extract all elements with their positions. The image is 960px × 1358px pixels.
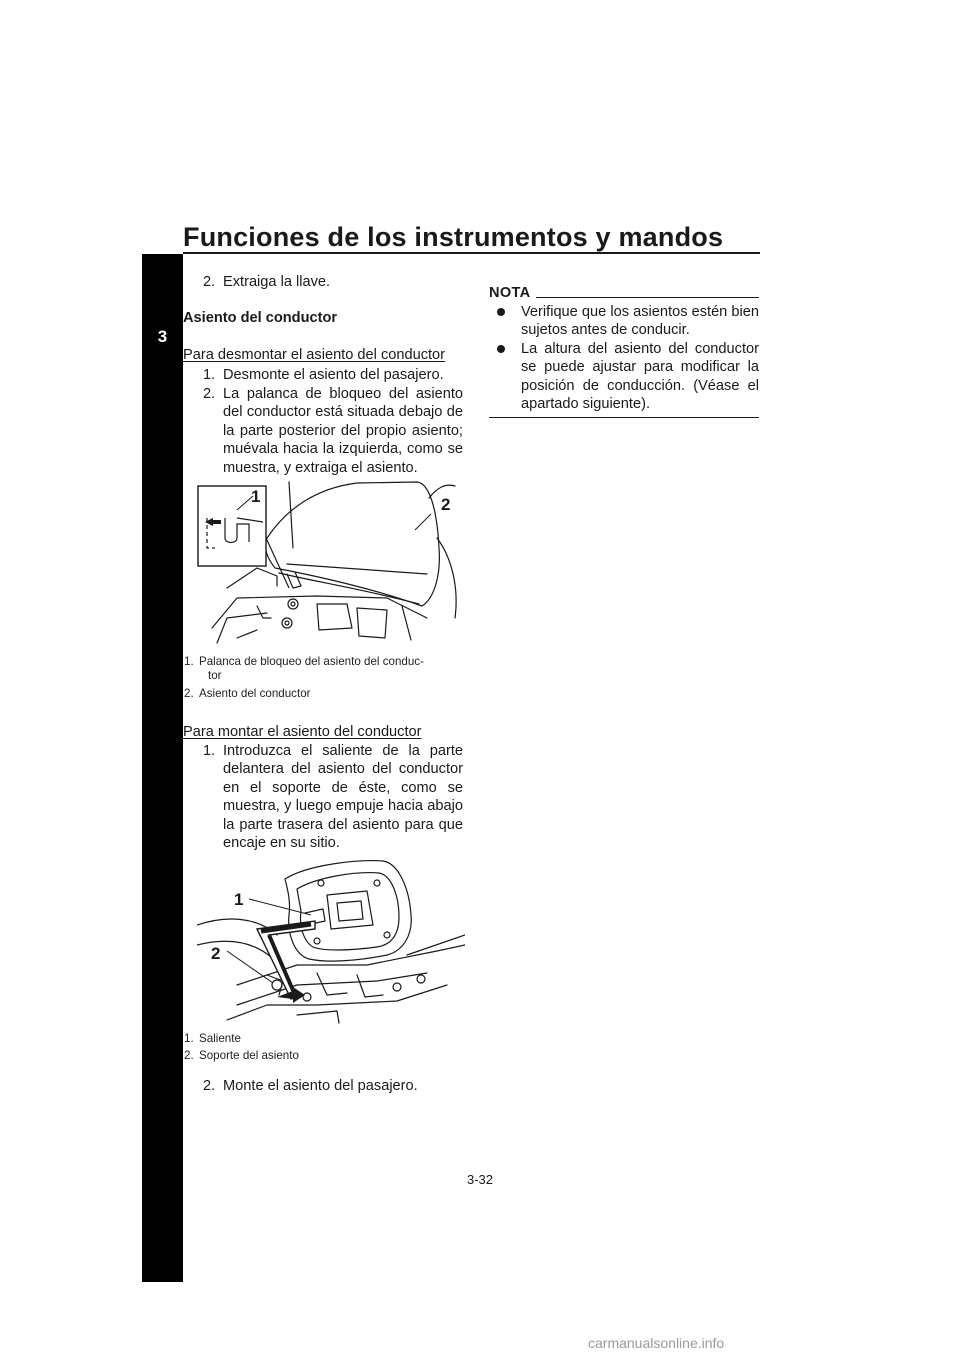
step-number: 1. [203, 367, 216, 383]
step-number: 2. [203, 1078, 216, 1094]
caption-number: 1. [184, 1032, 194, 1045]
step-text: Desmonte el asiento del pasajero. [223, 367, 444, 383]
chapter-number: 3 [157, 327, 168, 346]
figure1-captions [184, 655, 464, 705]
remove-step-2 [203, 385, 463, 477]
caption-text: Soporte del asiento [199, 1049, 299, 1062]
figure1-callout-2: 2 [441, 495, 451, 514]
step-number: 2. [203, 274, 216, 290]
figure-seat-mount [197, 855, 465, 1030]
figure2-callout-1: 1 [234, 890, 244, 909]
remove-step-1 [203, 366, 463, 384]
install-step-2 [203, 1077, 463, 1095]
step-text: Extraiga la llave. [223, 274, 331, 290]
step-text: Introduzca el saliente de la parte delantera del asiento del conductor en el soporte de éste, como se muestra, y luego empuje hacia abajo la parte trasera del asiento para que encaje en su sitio. [223, 743, 463, 852]
nota-bullet-1 [521, 303, 759, 340]
footer-watermark: carmanualsonline.info [588, 1335, 725, 1351]
page-title: Funciones de los instrumentos y mandos [183, 222, 724, 252]
install-step-1 [203, 742, 463, 852]
caption-number: 2. [184, 1049, 194, 1062]
remove-subheading: Para desmontar el asiento del conductor [183, 347, 446, 363]
caption-number: 2. [184, 687, 194, 700]
step-number: 2. [203, 386, 216, 402]
step-remove-key [203, 273, 463, 291]
figure1-callout-1: 1 [251, 487, 261, 506]
caption-text: Palanca de bloqueo del asiento del conduc- [199, 655, 424, 668]
page-number: 3-32 [466, 1172, 494, 1187]
figure-seat-lock-lever [197, 478, 467, 648]
nota-bullet-2 [521, 340, 759, 414]
figure2-callout-2: 2 [211, 944, 221, 963]
step-text: La palanca de bloqueo del asiento del conductor está situada debajo de la parte posterior del propio asiento; muévala hacia la izquierda, como se muestra, y extraiga el asiento. [223, 386, 463, 476]
bullet-dot [497, 308, 505, 316]
bullet-text: La altura del asiento del conductor se puede ajustar para modificar la posición de conducción. (Véase el apartado siguiente). [521, 341, 759, 413]
nota-top-rule [536, 297, 759, 298]
nota-label: NOTA [489, 285, 531, 301]
step-text: Monte el asiento del pasajero. [223, 1078, 418, 1094]
caption-text: Saliente [199, 1032, 241, 1045]
section-heading: Asiento del conductor [183, 310, 338, 326]
caption-text: Asiento del conductor [199, 687, 311, 700]
figure2-captions [184, 1032, 464, 1066]
title-rule [183, 252, 760, 254]
nota-bottom-rule [489, 417, 759, 418]
bullet-text: Verifique que los asientos estén bien sujetos antes de conducir. [521, 304, 759, 339]
caption-number: 1. [184, 655, 194, 668]
caption-text-cont: tor [208, 669, 222, 682]
chapter-tab [142, 254, 183, 1282]
install-subheading: Para montar el asiento del conductor [183, 724, 422, 740]
bullet-dot [497, 345, 505, 353]
step-number: 1. [203, 743, 216, 759]
